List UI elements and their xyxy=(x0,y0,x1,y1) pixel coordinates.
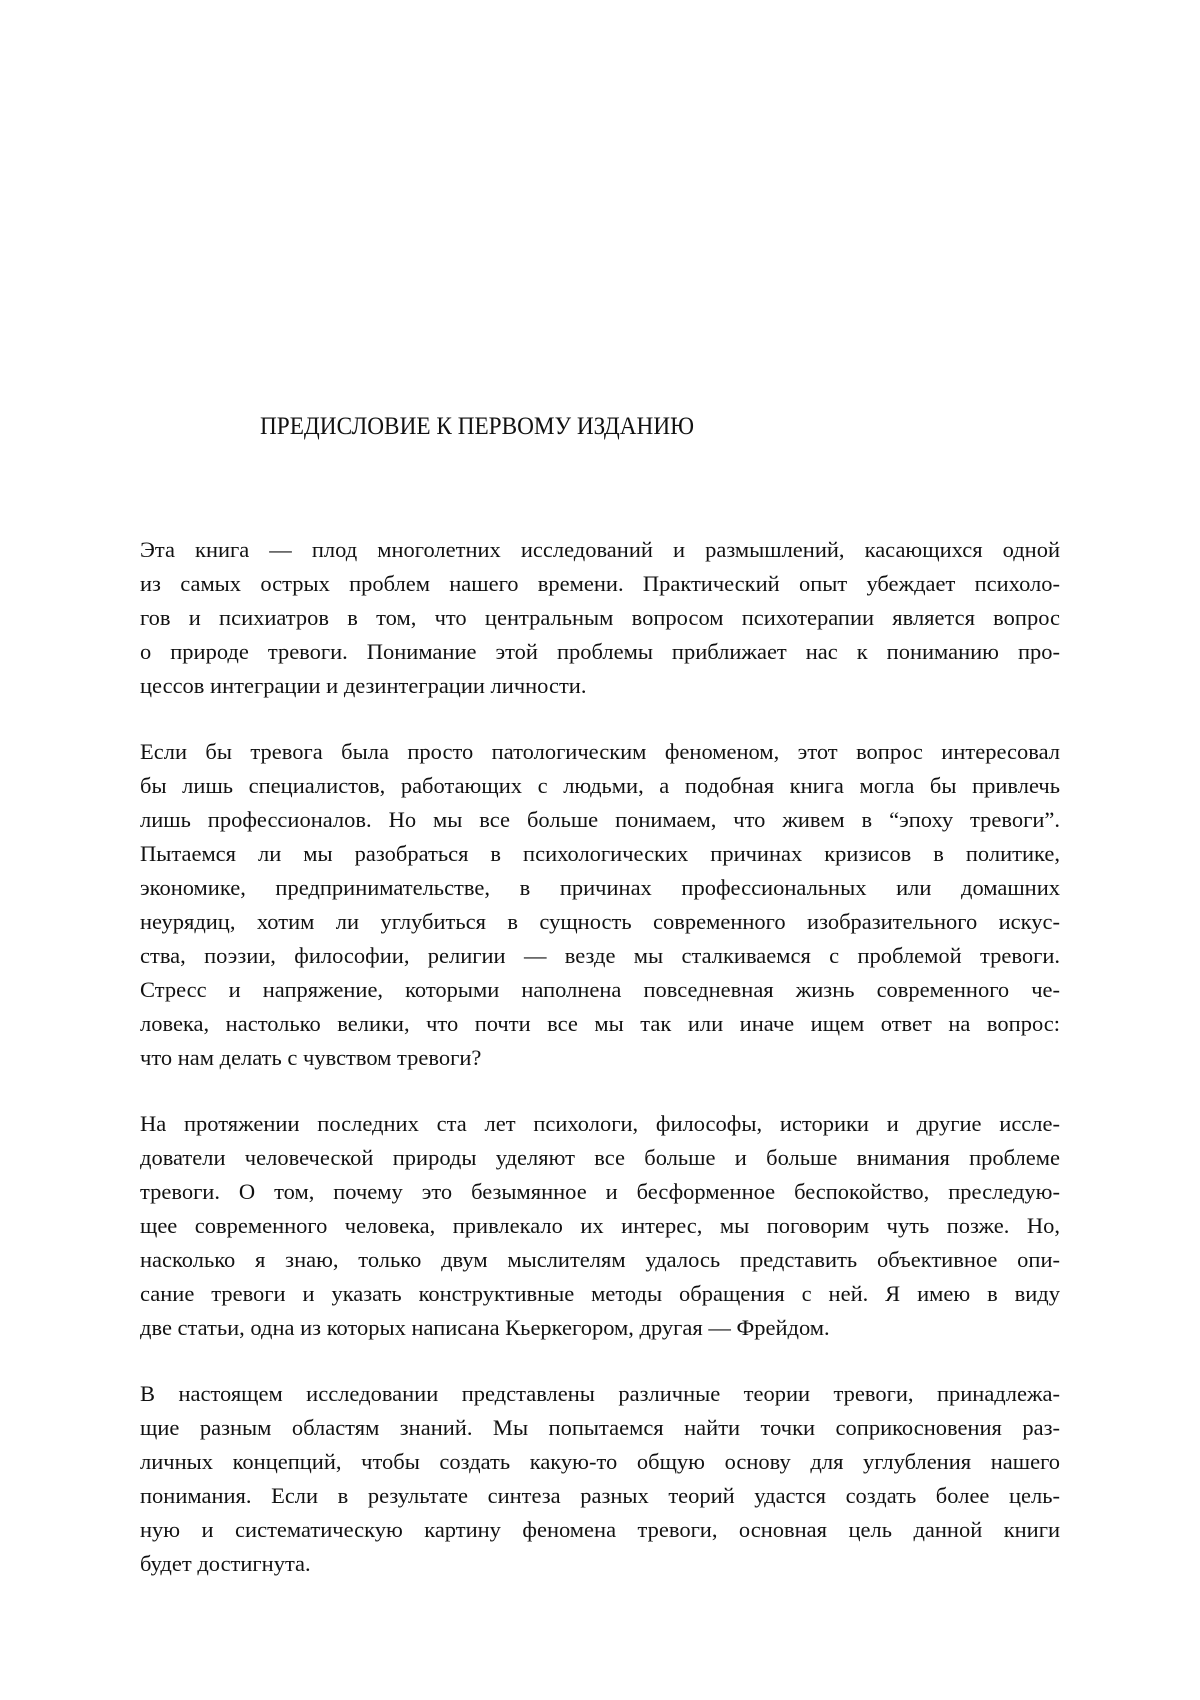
text-line: Пытаемся ли мы разобраться в психологических причинах кризисов в политике, xyxy=(140,841,1060,866)
text-line: личных концепций, чтобы создать какую-то общую основу для углубления нашего xyxy=(140,1449,1060,1474)
text-line: ловека, настолько велики, что почти все мы так или иначе ищем ответ на вопрос: xyxy=(140,1011,1060,1036)
text-line: Эта книга — плод многолетних исследований и размышлений, касающихся одной xyxy=(140,537,1060,562)
text-line: бы лишь специалистов, работающих с людьми, а подобная книга могла бы привлечь xyxy=(140,773,1060,798)
text-line: гов и психиатров в том, что центральным вопросом психотерапии является вопрос xyxy=(140,605,1060,630)
paragraph-4 xyxy=(140,1377,1080,1581)
text-line: экономике, предпринимательстве, в причинах профессиональных или домашних xyxy=(140,875,1060,900)
paragraph-2 xyxy=(140,735,1080,1075)
text-line: неурядиц, хотим ли углубиться в сущность современного изобразительного искус- xyxy=(140,909,1060,934)
text-line: цессов интеграции и дезинтеграции личности. xyxy=(140,673,587,698)
text-line: из самых острых проблем нашего времени. Практический опыт убеждает психоло- xyxy=(140,571,1060,596)
paragraph-3 xyxy=(140,1107,1080,1345)
paragraph-1 xyxy=(140,533,1080,703)
text-line: На протяжении последних ста лет психологи, философы, историки и другие иссле- xyxy=(140,1111,1060,1136)
text-line: будет достигнута. xyxy=(140,1551,311,1576)
text-line: дователи человеческой природы уделяют все больше и больше внимания проблеме xyxy=(140,1145,1060,1170)
text-line: щие разным областям знаний. Мы попытаемся найти точки соприкосновения раз- xyxy=(140,1415,1060,1440)
text-line: Стресс и напряжение, которыми наполнена повседневная жизнь современного че- xyxy=(140,977,1060,1002)
text-line: две статьи, одна из которых написана Кьеркегором, другая — Фрейдом. xyxy=(140,1315,830,1340)
text-line: щее современного человека, привлекало их интерес, мы поговорим чуть позже. Но, xyxy=(140,1213,1060,1238)
text-line: ства, поэзии, философии, религии — везде мы сталкиваемся с проблемой тревоги. xyxy=(140,943,1060,968)
text-line: понимания. Если в результате синтеза разных теорий удастся создать более цель- xyxy=(140,1483,1060,1508)
text-line: сание тревоги и указать конструктивные методы обращения с ней. Я имею в виду xyxy=(140,1281,1060,1306)
text-line: насколько я знаю, только двум мыслителям удалось представить объективное опи- xyxy=(140,1247,1060,1272)
text-line: лишь профессионалов. Но мы все больше понимаем, что живем в “эпоху тревоги”. xyxy=(140,807,1060,832)
body-text xyxy=(140,533,1080,1613)
text-line: тревоги. О том, почему это безымянное и бесформенное беспокойство, преследую- xyxy=(140,1179,1060,1204)
page-heading: ПРЕДИСЛОВИЕ К ПЕРВОМУ ИЗДАНИЮ xyxy=(260,413,695,440)
text-line: ную и систематическую картину феномена тревоги, основная цель данной книги xyxy=(140,1517,1060,1542)
text-line: что нам делать с чувством тревоги? xyxy=(140,1045,482,1070)
text-line: о природе тревоги. Понимание этой проблемы приближает нас к пониманию про- xyxy=(140,639,1060,664)
text-line: Если бы тревога была просто патологическим феноменом, этот вопрос интересовал xyxy=(140,739,1060,764)
text-line: В настоящем исследовании представлены различные теории тревоги, принадлежа- xyxy=(140,1381,1060,1406)
